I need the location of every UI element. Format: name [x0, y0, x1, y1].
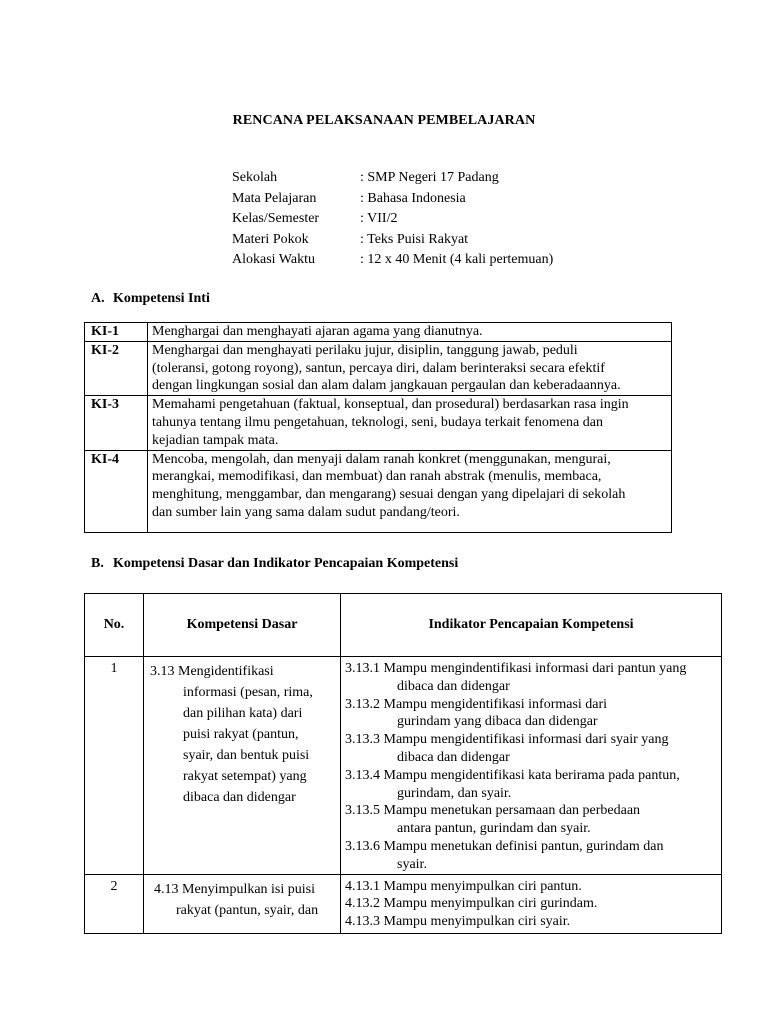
indicator-continuation: antara pantun, gurindam dan syair. — [397, 821, 591, 837]
kd-line: syair, dan bentuk puisi — [183, 748, 310, 763]
section-a-heading — [91, 291, 210, 307]
indicator-text: 3.13.2 Mampu mengidentifikasi informasi dari — [345, 696, 608, 712]
indicator-continuation: dibaca dan didengar — [397, 749, 510, 765]
info-block — [232, 168, 553, 271]
ki-line: Menghargai dan menghayati perilaku jujur, disiplin, tanggung jawab, peduli — [152, 342, 578, 358]
ki-row — [85, 341, 672, 395]
ki-line: tahunya tentang ilmu pengetahuan, teknologi, seni, budaya terkait fenomena dan — [152, 414, 603, 430]
indicator-cell — [341, 874, 722, 933]
info-value: : SMP Negeri 17 Padang — [360, 170, 499, 185]
ki-code: KI-1 — [85, 323, 148, 342]
ki-text — [148, 323, 672, 342]
ki-row — [85, 323, 672, 342]
kd-header-row — [85, 594, 722, 657]
ki-code: KI-4 — [85, 450, 148, 532]
info-row — [232, 209, 553, 230]
header-indicator: Indikator Pencapaian Kompetensi — [341, 594, 722, 657]
indicator-continuation: syair. — [397, 856, 427, 872]
kd-line: informasi (pesan, rima, — [183, 685, 313, 700]
ki-text — [148, 341, 672, 395]
info-label: Kelas/Semester — [232, 211, 320, 227]
indicator-item: 4.13.3 Mampu menyimpulkan ciri syair. — [345, 914, 571, 930]
indicator-item — [345, 660, 719, 696]
ki-line: Mencoba, mengolah, dan menyaji dalam ranah konkret (menggunakan, mengurai, — [152, 451, 611, 467]
indicator-text: 3.13.6 Mampu menetukan definisi pantun, gurindam dan — [345, 838, 664, 854]
indicator-item — [345, 731, 719, 767]
indicator-continuation: dibaca dan didengar — [397, 678, 510, 694]
ki-line: Menghargai dan menghayati ajaran agama yang dianutnya. — [152, 324, 483, 339]
header-kd: Kompetensi Dasar — [144, 594, 341, 657]
ki-line: (toleransi, gotong royong), santun, percaya diri, dalam berinteraksi secara efektif — [152, 360, 605, 376]
indicator-text: 3.13.5 Mampu menetukan persamaan dan perbedaan — [345, 803, 641, 819]
ki-row — [85, 450, 672, 532]
info-label: Sekolah — [232, 170, 278, 185]
kd-cell — [144, 657, 341, 875]
kd-line: rakyat (pantun, syair, dan — [176, 902, 319, 918]
indicator-item — [345, 767, 719, 803]
indicator-cell — [341, 657, 722, 875]
document-title: RENCANA PELAKSANAAN PEMBELAJARAN — [232, 113, 536, 128]
kompetensi-dasar-table — [84, 593, 722, 934]
row-number: 1 — [85, 657, 144, 875]
indicator-item: 4.13.2 Mampu menyimpulkan ciri gurindam. — [345, 896, 598, 912]
info-label: Materi Pokok — [232, 231, 309, 247]
info-row — [232, 189, 553, 210]
kd-line: dibaca dan didengar — [183, 790, 296, 805]
ki-line: menghitung, menggambar, dan mengarang) sesuai dengan yang dipelajari di sekolah — [152, 487, 626, 503]
ki-line: merangkai, memodifikasi, dan membuat) dan ranah abstrak (menulis, membaca, — [152, 469, 602, 485]
indicator-text: 3.13.3 Mampu mengidentifikasi informasi dari syair yang — [345, 732, 669, 748]
kd-row — [85, 874, 722, 933]
section-letter: A. — [91, 291, 105, 306]
ki-line: Memahami pengetahuan (faktual, konseptual, dan prosedural) berdasarkan rasa ingin — [152, 397, 629, 413]
kd-line: 4.13 Menyimpulkan isi puisi — [154, 881, 315, 897]
info-value: : VII/2 — [360, 211, 398, 227]
indicator-continuation: gurindam yang dibaca dan didengar — [397, 714, 598, 730]
kd-line: 3.13 Mengidentifikasi — [150, 664, 274, 679]
ki-line: dan sumber lain yang sama dalam sudut pandang/teori. — [152, 504, 460, 520]
indicator-item — [345, 802, 719, 838]
ki-text — [148, 396, 672, 450]
ki-line: kejadian tampak mata. — [152, 432, 279, 448]
info-value: : Teks Puisi Rakyat — [360, 231, 469, 247]
row-number: 2 — [85, 874, 144, 933]
kompetensi-inti-table — [84, 322, 672, 533]
indicator-continuation: gurindam, dan syair. — [397, 785, 512, 801]
indicator-item — [345, 838, 719, 874]
section-b-heading — [91, 556, 458, 572]
kd-line: puisi rakyat (pantun, — [183, 727, 299, 742]
ki-code: KI-2 — [85, 341, 148, 395]
ki-line: dengan lingkungan sosial dan alam dalam jangkauan pergaulan dan keberadaannya. — [152, 378, 621, 394]
indicator-item: 4.13.1 Mampu menyimpulkan ciri pantun. — [345, 878, 582, 894]
section-title: Kompetensi Dasar dan Indikator Pencapaian Kompetensi — [113, 556, 459, 571]
kd-row — [85, 657, 722, 875]
info-row — [232, 230, 553, 251]
indicator-text: 3.13.1 Mampu mengindentifikasi informasi dari pantun yang — [345, 661, 687, 676]
kd-line: rakyat setempat) yang — [183, 769, 307, 784]
ki-text — [148, 450, 672, 532]
ki-code: KI-3 — [85, 396, 148, 450]
info-value: : 12 x 40 Menit (4 kali pertemuan) — [360, 252, 554, 268]
kd-line: dan pilihan kata) dari — [183, 706, 303, 721]
info-row — [232, 168, 553, 189]
ki-row — [85, 396, 672, 450]
info-label: Mata Pelajaran — [232, 190, 317, 206]
info-row — [232, 250, 553, 271]
info-label: Alokasi Waktu — [232, 252, 315, 268]
header-no: No. — [85, 594, 144, 657]
indicator-item — [345, 696, 719, 732]
info-value: : Bahasa Indonesia — [360, 190, 466, 206]
kd-cell — [144, 874, 341, 933]
section-letter: B. — [91, 556, 104, 571]
indicator-text: 3.13.4 Mampu mengidentifikasi kata berirama pada pantun, — [345, 767, 680, 783]
section-title: Kompetensi Inti — [113, 291, 210, 306]
